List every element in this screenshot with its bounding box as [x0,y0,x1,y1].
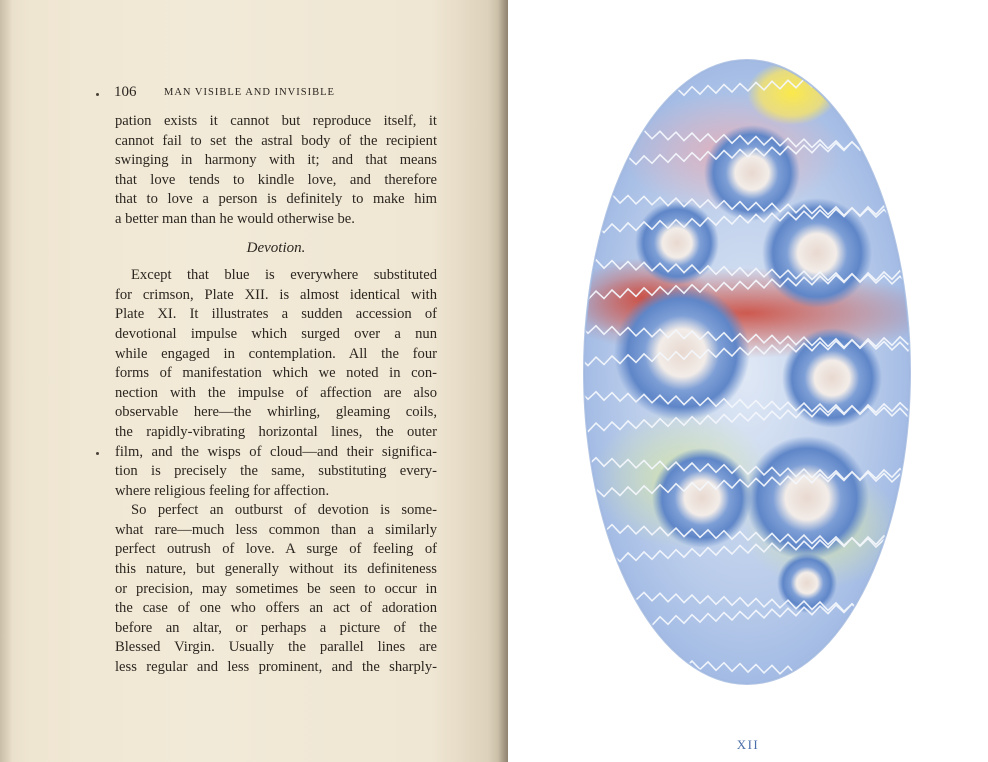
text-line: Blessed Virgin. Usually the parallel lines are [115,639,437,656]
margin-dot [96,93,99,96]
text-line: that to love a person is definitely to make him [115,191,437,208]
text-line: Except that blue is everywhere substituted [131,267,437,284]
text-line: So perfect an outburst of devotion is some- [131,502,437,519]
right-page [508,0,988,762]
body-text [115,112,437,678]
text-line: swinging in harmony with it; and that means [115,152,437,169]
text-line: nection with the impulse of affection are also [115,384,437,401]
text-line: Plate XI. It illustrates a sudden accession of [115,306,437,323]
text-line: less regular and less prominent, and the sharply- [115,659,437,676]
text-line: or precision, may sometimes be seen to occur in [115,580,437,597]
text-line: the case of one who offers an act of adoration [115,600,437,617]
text-line: before an altar, or perhaps a picture of the [115,619,437,636]
paragraph-1 [115,112,437,230]
text-line: cannot fail to set the astral body of the recipient [115,132,437,149]
text-line: tion is precisely the same, substituting every- [115,463,437,480]
plate-illustration [582,58,912,686]
text-line: for crimson, Plate XII. is almost identical with [115,286,437,303]
text-line: perfect outrush of love. A surge of feeling of [115,541,437,558]
running-head [96,84,436,104]
plate-label: XII [736,737,760,752]
text-line: pation exists it cannot but reproduce itself, it [115,113,437,129]
text-line: a better man than he would otherwise be. [115,210,355,227]
text-line: the rapidly-vibrating horizontal lines, the outer [115,423,437,440]
text-line: forms of manifestation which we noted in con- [115,365,437,382]
text-line: devotional impulse which surged over a nun [115,325,437,342]
page-number: 106 [114,84,137,100]
text-line: while engaged in contemplation. All the four [115,345,437,362]
text-line: that love tends to kindle love, and therefore [115,171,437,188]
paragraph-3 [115,501,437,677]
paragraph-2 [115,266,437,501]
running-title: MAN VISIBLE AND INVISIBLE [164,87,335,98]
text-line: film, and the wisps of cloud—and their significa- [115,443,437,460]
margin-dot [96,452,99,455]
text-line: what rare—much less common than a similarly [115,521,437,538]
page-edge [0,0,12,762]
text-line: where religious feeling for affection. [115,482,330,499]
text-line: this nature, but generally without its definiteness [115,561,437,578]
text-line: observable here—the whirling, gleaming coils, [115,404,437,421]
section-heading: Devotion. [246,239,306,256]
gutter-shadow [498,0,508,762]
